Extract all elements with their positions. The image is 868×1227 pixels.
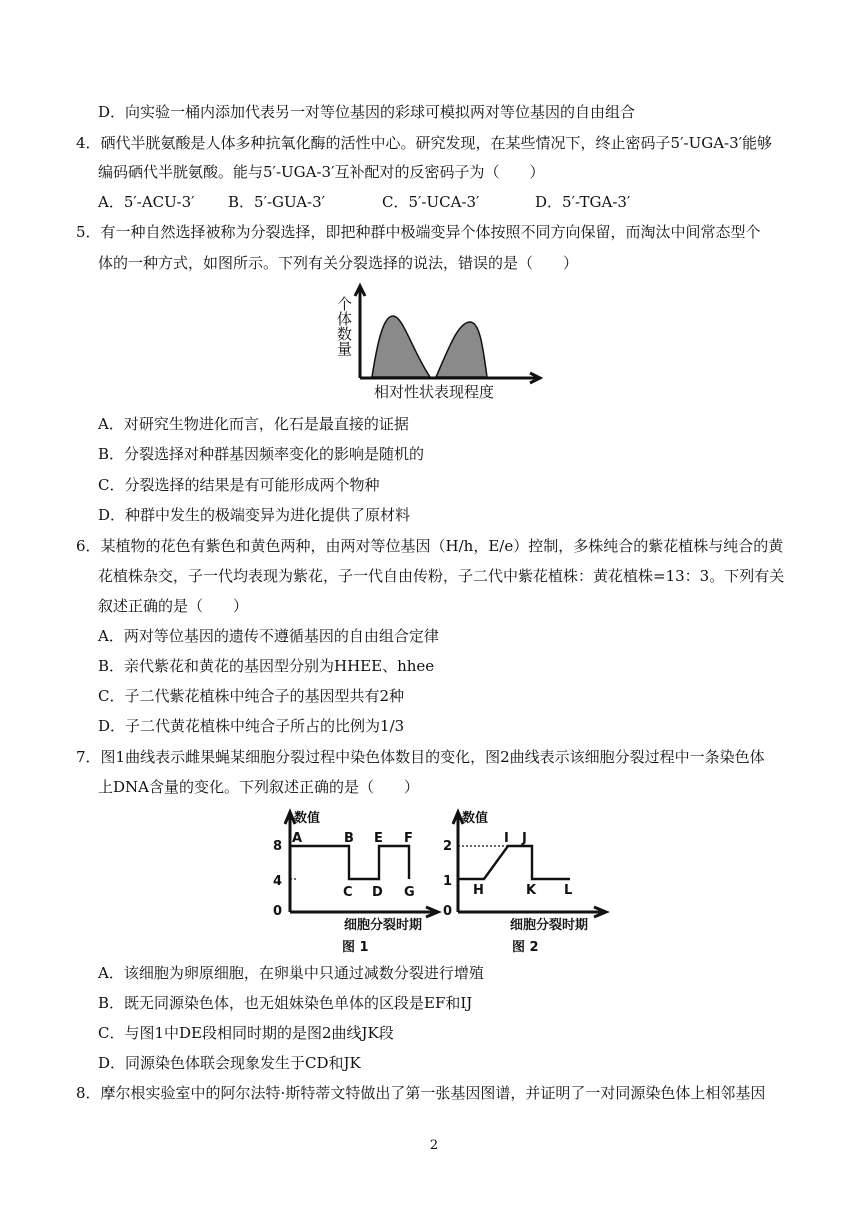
fig2-point-k: K xyxy=(526,883,537,898)
q8-stem-line1: 8．摩尔根实验室中的阿尔法特·斯特蒂文特做出了第一张基因图谱，并证明了一对同源染色体上相邻基因 xyxy=(76,1084,766,1102)
q5-option-d: D．种群中发生的极端变异为进化提供了原材料 xyxy=(98,506,411,524)
fig1-point-g: G xyxy=(404,885,415,900)
q6-stem-line2: 花植株杂交，子一代均表现为紫花，子一代自由传粉，子二代中紫花植株：黄花植株=13：3。下列有关 xyxy=(98,567,785,585)
q4-option-d: D．5′-TGA-3′ xyxy=(535,193,631,211)
fig2-ytick-1: 1 xyxy=(443,874,453,889)
q7-option-d: D．同源染色体联会现象发生于CD和JK xyxy=(98,1054,361,1072)
fig1-curve xyxy=(290,846,409,879)
q4-option-a: A．5′-ACU-3′ xyxy=(98,193,195,211)
right-peak-area xyxy=(436,322,487,377)
figure-2-dna-content xyxy=(438,800,618,960)
q7-option-a: A．该细胞为卵原细胞，在卵巢中只通过减数分裂进行增殖 xyxy=(98,964,484,982)
q6-option-b: B．亲代紫花和黄花的基因型分别为HHEE、hhee xyxy=(98,657,435,675)
fig2-ytick-2: 2 xyxy=(443,839,453,854)
q6-option-c: C．子二代紫花植株中纯合子的基因型共有2种 xyxy=(98,687,405,705)
q4-option-c: C．5′-UCA-3′ xyxy=(382,193,480,211)
q6-option-d: D．子二代黄花植株中纯合子所占的比例为1/3 xyxy=(98,717,405,735)
q7-stem-line1: 7．图1曲线表示雌果蝇某细胞分裂过程中染色体数目的变化，图2曲线表示该细胞分裂过程中一条染色体 xyxy=(76,748,765,766)
q6-stem-line1: 6．某植物的花色有紫色和黄色两种，由两对等位基因（H/h，E/e）控制，多株纯合的紫花植株与纯合的黄 xyxy=(76,537,784,555)
q5-option-a: A．对研究生物进化而言，化石是最直接的证据 xyxy=(98,415,409,433)
fig2-point-i: I xyxy=(504,831,509,846)
fig2-x-label: 细胞分裂时期 xyxy=(510,918,589,933)
fig1-point-f: F xyxy=(404,831,413,846)
fig2-point-j: J xyxy=(522,831,527,846)
fig2-caption: 图 2 xyxy=(512,940,539,955)
fig1-point-b: B xyxy=(344,831,354,846)
disruptive-selection-figure xyxy=(330,278,570,408)
fig1-ytick-0: 0 xyxy=(273,904,283,919)
q7-option-b: B．既无同源染色体，也无姐妹染色单体的区段是EF和IJ xyxy=(98,994,473,1012)
q3-option-d: D．向实验一桶内添加代表另一对等位基因的彩球可模拟两对等位基因的自由组合 xyxy=(98,103,636,121)
q5-stem-line1: 5．有一种自然选择被称为分裂选择，即把种群中极端变异个体按照不同方向保留，而淘汰中间常态型个 xyxy=(76,223,761,241)
q7-option-c: C．与图1中DE段相同时期的是图2曲线JK段 xyxy=(98,1024,394,1042)
fig1-point-d: D xyxy=(372,885,383,900)
q5-stem-line2: 体的一种方式，如图所示。下列有关分裂选择的说法，错误的是（ ） xyxy=(98,254,579,272)
q6-option-a: A．两对等位基因的遗传不遵循基因的自由组合定律 xyxy=(98,627,439,645)
fig1-y-label: 数值 xyxy=(294,811,321,826)
fig2-ytick-0: 0 xyxy=(443,904,453,919)
fig1-x-label: 细胞分裂时期 xyxy=(344,918,423,933)
q4-option-b: B．5′-GUA-3′ xyxy=(228,193,326,211)
q5-option-b: B．分裂选择对种群基因频率变化的影响是随机的 xyxy=(98,445,425,463)
fig1-point-c: C xyxy=(343,885,353,900)
page-number: 2 xyxy=(429,1138,439,1153)
fig1-caption: 图 1 xyxy=(342,940,369,955)
q6-stem-line3: 叙述正确的是（ ） xyxy=(98,597,249,615)
y-axis-label: 个体数量 xyxy=(335,296,353,356)
q4-stem-line1: 4．硒代半胱氨酸是人体多种抗氧化酶的活性中心。研究发现，在某些情况下，终止密码子5′-UGA-3′能够 xyxy=(76,134,773,152)
fig1-point-e: E xyxy=(374,831,383,846)
q7-stem-line2: 上DNA含量的变化。下列叙述正确的是（ ） xyxy=(98,778,419,796)
x-axis-label: 相对性状表现程度 xyxy=(374,383,495,401)
q5-option-c: C．分裂选择的结果是有可能形成两个物种 xyxy=(98,476,380,494)
fig1-point-a: A xyxy=(292,831,303,846)
left-peak-area xyxy=(372,316,430,377)
fig1-ytick-4: 4 xyxy=(273,874,283,889)
fig2-curve xyxy=(458,846,570,879)
fig2-point-h: H xyxy=(473,883,484,898)
fig2-y-label: 数值 xyxy=(462,811,489,826)
figure-1-chromosome-number xyxy=(268,800,448,960)
fig2-point-l: L xyxy=(564,883,573,898)
q4-stem-line2: 编码硒代半胱氨酸。能与5′-UGA-3′互补配对的反密码子为（ ） xyxy=(98,163,545,181)
fig1-ytick-8: 8 xyxy=(273,839,283,854)
